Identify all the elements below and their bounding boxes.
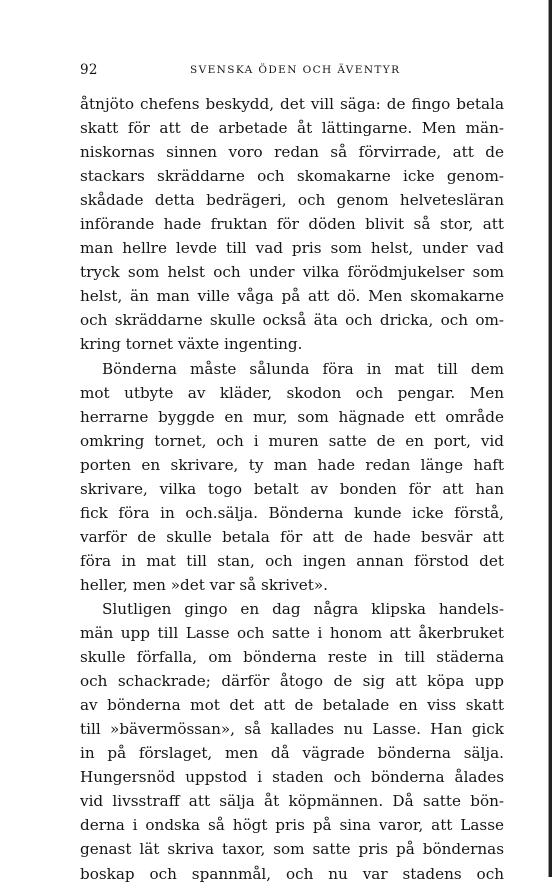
text-line: omkring tornet, och i muren satte de en port, vid <box>80 431 504 450</box>
text-line: och skräddarne skulle också äta och dricka, och om- <box>80 311 504 330</box>
page-number: 92 <box>80 62 98 78</box>
text-line: åtnjöto chefens beskydd, det vill säga: de fingo betala <box>80 95 504 113</box>
text-line: skulle förfalla, om bönderna reste in till städerna <box>80 648 504 667</box>
text-line: föra in mat till stan, och ingen annan förstod det <box>80 551 504 570</box>
text-line: Slutligen gingo en dag några klipska handels- <box>102 599 504 618</box>
text-line: kring tornet växte ingenting. <box>80 335 303 354</box>
text-line: och schackrade; därför åtogo de sig att köpa upp <box>80 672 504 691</box>
text-line: niskornas sinnen voro redan så förvirrade, att de <box>80 143 504 162</box>
text-line: fick föra in och.sälja. Bönderna kunde icke förstå, <box>80 503 504 522</box>
text-line: helst, än man ville våga på att dö. Men skomakarne <box>80 287 504 306</box>
text-line: tryck som helst och under vilka förödmjukelser som <box>80 263 504 282</box>
text-line: derna i ondska så högt pris på sina varor, att Lasse <box>80 816 504 835</box>
text-line: herrarne byggde en mur, som hägnade ett område <box>80 407 504 426</box>
text-line: genast lät skriva taxor, som satte pris på böndernas <box>80 840 504 859</box>
text-line: skatt för att de arbetade åt lättingarne. Men män- <box>80 119 504 138</box>
running-title: SVENSKA ÖDEN OCH ÄVENTYR <box>190 64 401 76</box>
text-line: Hungersnöd uppstod i staden och bönderna ålades <box>80 768 504 787</box>
text-line: till »bävermössan», så kallades nu Lasse. Han gick <box>80 720 504 739</box>
text-line: av bönderna mot det att de betalade en viss skatt <box>80 696 504 715</box>
text-line: Bönderna måste sålunda föra in mat till dem <box>102 359 504 378</box>
text-line: man hellre levde till vad pris som helst, under vad <box>80 239 504 258</box>
text-line: skådade detta bedrägeri, och genom helvetesläran <box>80 191 504 210</box>
text-line: införande hade fruktan för döden blivit så stor, att <box>80 215 504 234</box>
page-header <box>80 62 502 82</box>
text-line: vid livsstraff att sälja åt köpmännen. Då satte bön- <box>80 792 504 811</box>
text-line: stackars skräddarne och skomakarne icke genom- <box>80 167 504 186</box>
text-line: varför de skulle betala för att de hade besvär att <box>80 527 504 546</box>
body-text <box>80 92 504 886</box>
text-line: män upp till Lasse och satte i honom att åkerbruket <box>80 624 504 643</box>
text-line: boskap och spannmål, och nu var stadens och <box>80 864 504 883</box>
text-line: porten en skrivare, ty man hade redan länge haft <box>80 455 504 474</box>
text-line: heller, men »det var så skrivet». <box>80 575 328 594</box>
text-line: skrivare, vilka togo betalt av bonden för att han <box>80 479 504 498</box>
text-line: in på förslaget, men då vägrade bönderna sälja. <box>80 744 504 763</box>
text-line: mot utbyte av kläder, skodon och pengar. Men <box>80 383 504 402</box>
